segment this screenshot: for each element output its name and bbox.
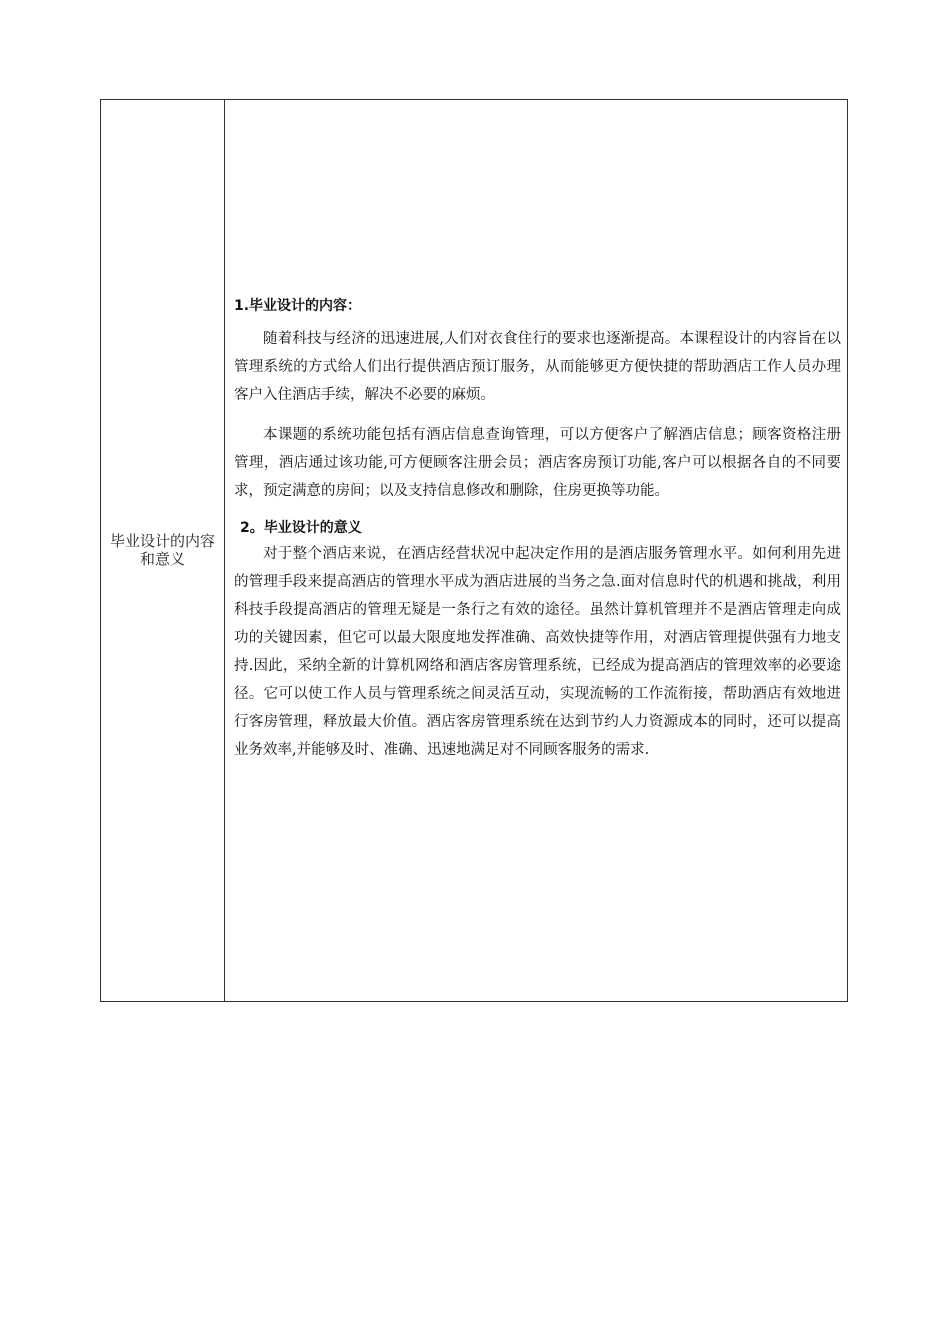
section-1-heading: 1.毕业设计的内容： [234, 298, 362, 314]
section-2-paragraph: 对于整个酒店来说，在酒店经营状况中起决定作用的是酒店服务管理水平。如何利用先进的管理手段来提高酒店的管理水平成为酒店进展的当务之急.面对信息时代的机遇和挑战，利用科技手段提高酒店的管理无疑是一条行之有效的途径。虽然计算机管理并不是酒店管理走向成功的关键因素，但它可以最大限度地发挥准确、高效快捷等作用，对酒店管理提供强有力地支持.因此，采纳全新的计算机网络和酒店客房管理系统，已经成为提高酒店的管理效率的必要途径。它可以使工作人员与管理系统之间灵活互动，实现流畅的工作流衔接，帮助酒店有效地进行客房管理，释放最大价值。酒店客房管理系统在达到节约人力资源成本的同时，还可以提高业务效率,并能够及时、准确、迅速地满足对不同顾客服务的需求. [234, 546, 841, 758]
form-table [100, 99, 848, 1002]
label-cell [101, 100, 225, 1001]
content-cell [225, 100, 847, 1001]
content-body [234, 296, 841, 764]
section-1-paragraph: 本课题的系统功能包括有酒店信息查询管理，可以方便客户了解酒店信息；顾客资格注册管理，酒店通过该功能,可方便顾客注册会员；酒店客房预订功能,客户可以根据各自的不同要求，预定满意的房间；以及支持信息修改和删除，住房更换等功能。 [234, 427, 841, 499]
section-1-paragraph: 随着科技与经济的迅速进展,人们对衣食住行的要求也逐渐提高。本课程设计的内容旨在以管理系统的方式给人们出行提供酒店预订服务，从而能够更方便快捷的帮助酒店工作人员办理客户入住酒店手续，解决不必要的麻烦。 [234, 331, 841, 403]
section-2-heading: 2。毕业设计的意义 [240, 520, 362, 536]
row-label: 毕业设计的内容和意义 [109, 532, 215, 568]
